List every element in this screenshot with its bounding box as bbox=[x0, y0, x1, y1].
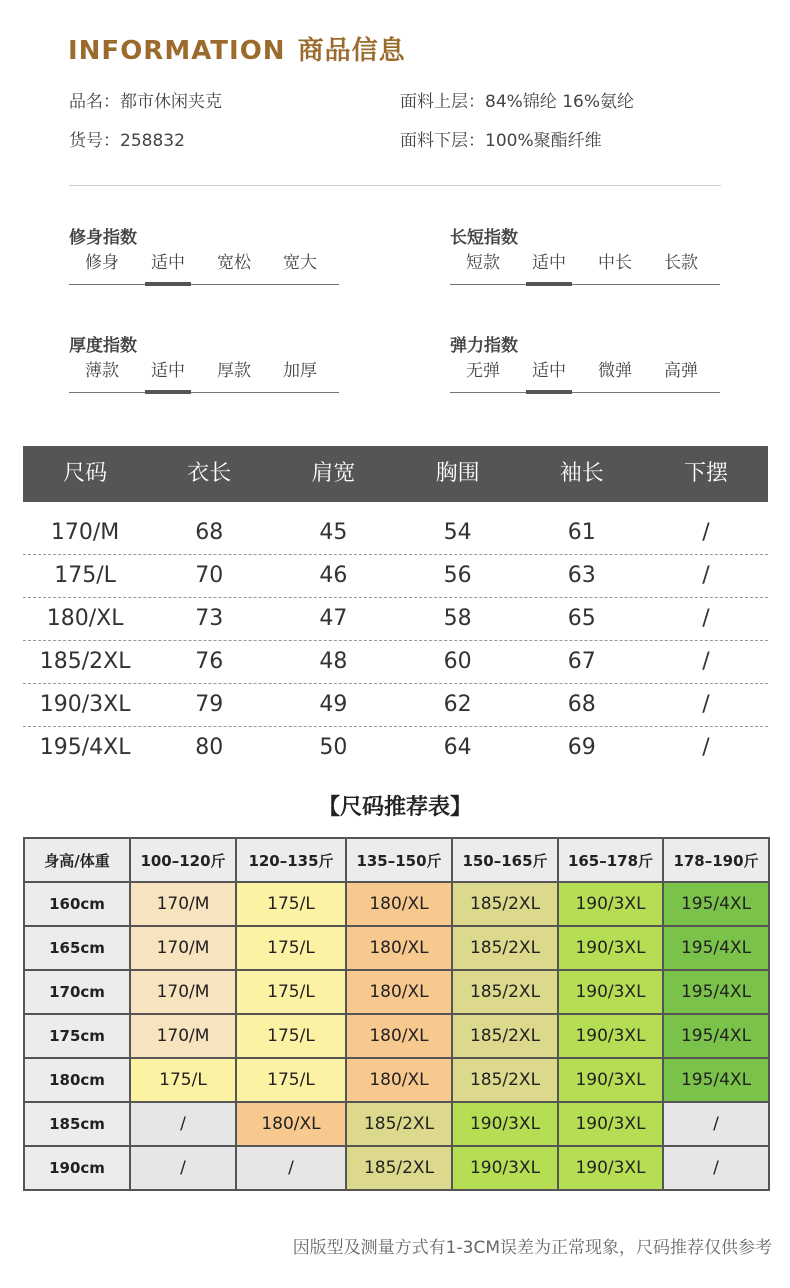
section-title-en: INFORMATION bbox=[68, 36, 286, 66]
recommend-cell: / bbox=[236, 1146, 346, 1190]
index-option: 高弹 bbox=[664, 361, 698, 381]
column-header: 袖长 bbox=[559, 461, 604, 486]
height-header: 175cm bbox=[24, 1014, 130, 1058]
recommend-cell: 190/3XL bbox=[558, 1058, 663, 1102]
recommend-cell: / bbox=[130, 1146, 236, 1190]
index-option: 无弹 bbox=[466, 361, 500, 381]
recommend-cell: 195/4XL bbox=[663, 882, 769, 926]
recommend-cell: 175/L bbox=[236, 882, 346, 926]
length-index-title: 长短指数 bbox=[450, 228, 518, 248]
table-cell: 73 bbox=[195, 606, 224, 631]
table-row bbox=[23, 555, 768, 598]
thickness-index-scale bbox=[69, 356, 339, 393]
table-cell: 175/L bbox=[54, 563, 116, 588]
recommend-cell: 175/L bbox=[236, 970, 346, 1014]
weight-header: 135–150斤 bbox=[346, 838, 452, 882]
recommend-cell: 195/4XL bbox=[663, 1058, 769, 1102]
recommend-cell: / bbox=[663, 1102, 769, 1146]
recommend-cell: 185/2XL bbox=[452, 1058, 558, 1102]
table-cell: / bbox=[702, 735, 710, 760]
elasticity-index bbox=[450, 331, 720, 393]
index-option-selected: 适中 bbox=[516, 356, 582, 392]
recommend-cell: 195/4XL bbox=[663, 970, 769, 1014]
table-cell: 63 bbox=[567, 563, 596, 588]
recommend-cell: 185/2XL bbox=[346, 1146, 452, 1190]
recommend-row bbox=[24, 970, 769, 1014]
fabric-upper-value: 84%锦纶 16%氨纶 bbox=[485, 92, 634, 112]
divider bbox=[69, 185, 721, 186]
table-cell: 50 bbox=[319, 735, 348, 760]
recommend-cell: 180/XL bbox=[346, 1058, 452, 1102]
index-option-selected: 适中 bbox=[135, 248, 201, 284]
height-header: 160cm bbox=[24, 882, 130, 926]
recommend-cell: 175/L bbox=[236, 926, 346, 970]
recommend-cell: 180/XL bbox=[346, 926, 452, 970]
product-name-label: 品名： bbox=[69, 92, 120, 112]
size-table-body bbox=[23, 512, 768, 769]
index-option: 宽大 bbox=[283, 253, 317, 273]
table-cell: 68 bbox=[567, 692, 596, 717]
column-header: 胸围 bbox=[435, 461, 480, 486]
recommend-row bbox=[24, 1014, 769, 1058]
recommend-row bbox=[24, 926, 769, 970]
size-recommend-table bbox=[23, 837, 770, 1191]
recommend-cell: 175/L bbox=[236, 1058, 346, 1102]
table-cell: 65 bbox=[567, 606, 596, 631]
column-header: 衣长 bbox=[187, 461, 232, 486]
table-cell: 79 bbox=[195, 692, 224, 717]
table-cell: / bbox=[702, 649, 710, 674]
index-option: 修身 bbox=[85, 253, 119, 273]
height-header: 190cm bbox=[24, 1146, 130, 1190]
recommend-cell: 180/XL bbox=[236, 1102, 346, 1146]
recommend-cell: 170/M bbox=[130, 1014, 236, 1058]
table-cell: 69 bbox=[567, 735, 596, 760]
recommend-cell: 185/2XL bbox=[452, 926, 558, 970]
index-option: 宽松 bbox=[217, 253, 251, 273]
elasticity-index-title: 弹力指数 bbox=[450, 336, 518, 356]
table-cell: / bbox=[702, 606, 710, 631]
recommend-row bbox=[24, 1146, 769, 1190]
table-row bbox=[23, 727, 768, 769]
table-cell: 80 bbox=[195, 735, 224, 760]
product-name bbox=[69, 87, 222, 112]
table-row bbox=[23, 512, 768, 555]
table-cell: / bbox=[702, 520, 710, 545]
disclaimer-note: 因版型及测量方式有1-3CM误差为正常现象，尺码推荐仅供参考 bbox=[292, 1238, 772, 1258]
weight-header: 150–165斤 bbox=[452, 838, 558, 882]
recommend-row bbox=[24, 1102, 769, 1146]
length-index-scale bbox=[450, 248, 720, 285]
table-row bbox=[23, 598, 768, 641]
column-header: 下摆 bbox=[683, 461, 728, 486]
table-cell: 56 bbox=[443, 563, 472, 588]
table-cell: 49 bbox=[319, 692, 348, 717]
table-cell: 48 bbox=[319, 649, 348, 674]
recommend-cell: 190/3XL bbox=[558, 1146, 663, 1190]
table-cell: 45 bbox=[319, 520, 348, 545]
column-header: 肩宽 bbox=[311, 461, 356, 486]
section-title-cn: 商品信息 bbox=[297, 36, 406, 66]
table-cell: 180/XL bbox=[46, 606, 124, 631]
weight-header: 100–120斤 bbox=[130, 838, 236, 882]
recommend-cell: 180/XL bbox=[346, 970, 452, 1014]
index-option: 加厚 bbox=[283, 361, 317, 381]
index-option: 微弹 bbox=[598, 361, 632, 381]
table-row bbox=[23, 641, 768, 684]
table-cell: / bbox=[702, 692, 710, 717]
recommend-cell: / bbox=[663, 1146, 769, 1190]
index-option: 薄款 bbox=[85, 361, 119, 381]
recommend-title: 【尺码推荐表】 bbox=[317, 795, 472, 820]
elasticity-index-scale bbox=[450, 356, 720, 393]
height-header: 165cm bbox=[24, 926, 130, 970]
corner-cell: 身高/体重 bbox=[24, 838, 130, 882]
recommend-cell: 190/3XL bbox=[452, 1146, 558, 1190]
fit-index-title: 修身指数 bbox=[69, 228, 137, 248]
table-cell: 46 bbox=[319, 563, 348, 588]
index-option-selected: 适中 bbox=[135, 356, 201, 392]
table-cell: 68 bbox=[195, 520, 224, 545]
weight-header: 165–178斤 bbox=[558, 838, 663, 882]
product-sku-label: 货号： bbox=[69, 131, 120, 151]
table-cell: 76 bbox=[195, 649, 224, 674]
recommend-cell: 185/2XL bbox=[452, 882, 558, 926]
recommend-cell: 190/3XL bbox=[558, 926, 663, 970]
recommend-cell: 175/L bbox=[130, 1058, 236, 1102]
index-option: 中长 bbox=[598, 253, 632, 273]
size-table-header bbox=[23, 446, 768, 502]
recommend-row bbox=[24, 1058, 769, 1102]
recommend-cell: 185/2XL bbox=[452, 970, 558, 1014]
product-sku-value: 258832 bbox=[120, 131, 185, 151]
recommend-cell: 170/M bbox=[130, 882, 236, 926]
table-cell: 195/4XL bbox=[39, 735, 131, 760]
recommend-row bbox=[24, 882, 769, 926]
index-option: 短款 bbox=[466, 253, 500, 273]
length-index bbox=[450, 223, 720, 285]
table-cell: 170/M bbox=[50, 520, 120, 545]
table-row bbox=[23, 684, 768, 727]
table-cell: 58 bbox=[443, 606, 472, 631]
thickness-index-title: 厚度指数 bbox=[69, 336, 137, 356]
table-cell: 70 bbox=[195, 563, 224, 588]
fit-index bbox=[69, 223, 339, 285]
index-option: 厚款 bbox=[217, 361, 251, 381]
weight-header: 120–135斤 bbox=[236, 838, 346, 882]
table-cell: 67 bbox=[567, 649, 596, 674]
height-header: 185cm bbox=[24, 1102, 130, 1146]
height-header: 180cm bbox=[24, 1058, 130, 1102]
recommend-cell: 170/M bbox=[130, 970, 236, 1014]
table-cell: 61 bbox=[567, 520, 596, 545]
table-cell: 190/3XL bbox=[39, 692, 131, 717]
fabric-lower-value: 100%聚酯纤维 bbox=[485, 131, 602, 151]
recommend-cell: 170/M bbox=[130, 926, 236, 970]
weight-header: 178–190斤 bbox=[663, 838, 769, 882]
product-name-value: 都市休闲夹克 bbox=[120, 92, 222, 112]
recommend-cell: 190/3XL bbox=[558, 882, 663, 926]
recommend-cell: 180/XL bbox=[346, 1014, 452, 1058]
recommend-header-row bbox=[24, 838, 769, 882]
table-cell: 47 bbox=[319, 606, 348, 631]
recommend-cell: 195/4XL bbox=[663, 926, 769, 970]
table-cell: 54 bbox=[443, 520, 472, 545]
recommend-cell: 185/2XL bbox=[452, 1014, 558, 1058]
thickness-index bbox=[69, 331, 339, 393]
index-option: 长款 bbox=[664, 253, 698, 273]
recommend-cell: 190/3XL bbox=[558, 1102, 663, 1146]
recommend-cell: 190/3XL bbox=[558, 970, 663, 1014]
table-cell: 60 bbox=[443, 649, 472, 674]
recommend-cell: 175/L bbox=[236, 1014, 346, 1058]
recommend-cell: 185/2XL bbox=[346, 1102, 452, 1146]
recommend-cell: 190/3XL bbox=[452, 1102, 558, 1146]
fabric-lower bbox=[400, 126, 602, 151]
recommend-cell: 195/4XL bbox=[663, 1014, 769, 1058]
recommend-cell: 180/XL bbox=[346, 882, 452, 926]
table-cell: 62 bbox=[443, 692, 472, 717]
recommend-cell: 190/3XL bbox=[558, 1014, 663, 1058]
column-header: 尺码 bbox=[63, 461, 108, 486]
recommend-cell: / bbox=[130, 1102, 236, 1146]
index-option-selected: 适中 bbox=[516, 248, 582, 284]
fit-index-scale bbox=[69, 248, 339, 285]
table-cell: 64 bbox=[443, 735, 472, 760]
fabric-upper-label: 面料上层： bbox=[400, 92, 485, 112]
table-cell: 185/2XL bbox=[39, 649, 131, 674]
fabric-lower-label: 面料下层： bbox=[400, 131, 485, 151]
section-title bbox=[68, 30, 406, 67]
height-header: 170cm bbox=[24, 970, 130, 1014]
fabric-upper bbox=[400, 87, 634, 112]
product-sku bbox=[69, 126, 185, 151]
table-cell: / bbox=[702, 563, 710, 588]
